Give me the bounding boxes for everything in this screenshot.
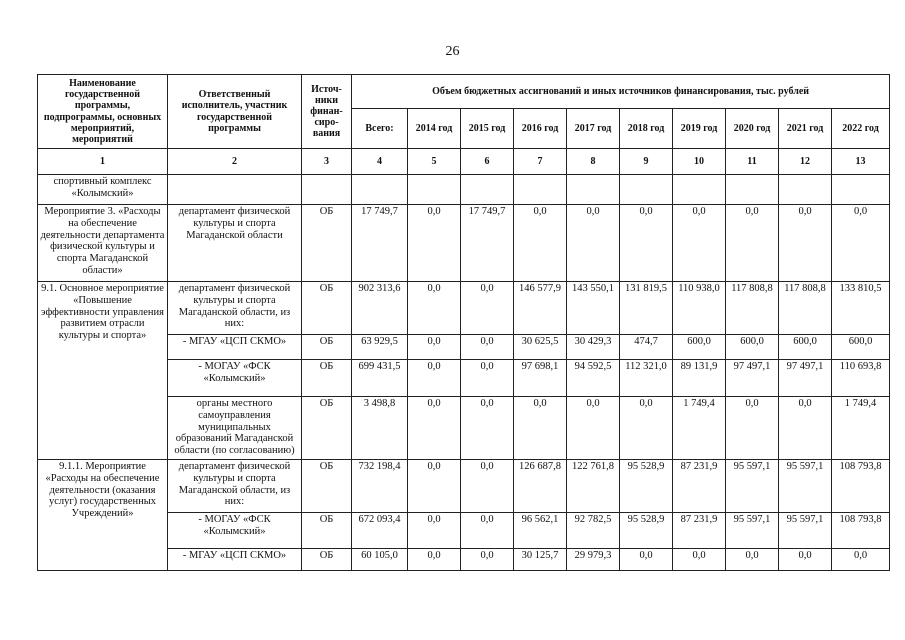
row-executor (168, 175, 302, 205)
header-year: 2019 год (673, 109, 726, 149)
value-cell: 63 929,5 (352, 335, 408, 360)
table-row (38, 282, 890, 335)
value-cell: 92 782,5 (567, 513, 620, 549)
table-row (38, 175, 890, 205)
row-source: ОБ (302, 335, 352, 360)
value-cell: 0,0 (832, 549, 890, 571)
value-cell: 0,0 (461, 460, 514, 513)
header-year: 2022 год (832, 109, 890, 149)
column-number: 13 (832, 149, 890, 175)
header-year: 2014 год (408, 109, 461, 149)
value-cell: 29 979,3 (567, 549, 620, 571)
column-number: 5 (408, 149, 461, 175)
value-cell: 699 431,5 (352, 360, 408, 397)
value-cell: 87 231,9 (673, 513, 726, 549)
value-cell: 0,0 (567, 205, 620, 282)
value-cell: 0,0 (461, 513, 514, 549)
value-cell: 0,0 (620, 549, 673, 571)
row-executor: департамент физической культуры и спорта Магаданской области, из них: (168, 460, 302, 513)
value-cell: 96 562,1 (514, 513, 567, 549)
value-cell: 30 625,5 (514, 335, 567, 360)
value-cell: 474,7 (620, 335, 673, 360)
value-cell: 60 105,0 (352, 549, 408, 571)
row-source: ОБ (302, 549, 352, 571)
value-cell: 0,0 (779, 549, 832, 571)
value-cell: 0,0 (779, 397, 832, 460)
header-year: 2017 год (567, 109, 620, 149)
value-cell: 95 597,1 (779, 460, 832, 513)
column-number: 1 (38, 149, 168, 175)
value-cell: 0,0 (408, 282, 461, 335)
row-source: ОБ (302, 205, 352, 282)
header-executor: Ответственный исполнитель, участник государственной программы (168, 75, 302, 149)
value-cell: 110 693,8 (832, 360, 890, 397)
row-source: ОБ (302, 460, 352, 513)
header-year: 2021 год (779, 109, 832, 149)
value-cell: 87 231,9 (673, 460, 726, 513)
row-source: ОБ (302, 397, 352, 460)
column-number: 4 (352, 149, 408, 175)
column-number: 8 (567, 149, 620, 175)
value-cell: 94 592,5 (567, 360, 620, 397)
value-cell: 108 793,8 (832, 513, 890, 549)
row-executor: - МГАУ «ЦСП СКМО» (168, 335, 302, 360)
value-cell: 0,0 (620, 205, 673, 282)
value-cell: 0,0 (408, 205, 461, 282)
column-number: 10 (673, 149, 726, 175)
value-cell: 117 808,8 (726, 282, 779, 335)
header-year: 2015 год (461, 109, 514, 149)
value-cell: 1 749,4 (673, 397, 726, 460)
value-cell: 95 597,1 (779, 513, 832, 549)
value-cell: 143 550,1 (567, 282, 620, 335)
value-cell: 600,0 (779, 335, 832, 360)
value-cell: 0,0 (408, 549, 461, 571)
row-executor: департамент физической культуры и спорта Магаданской области (168, 205, 302, 282)
row-executor: органы местного самоуправления муниципальных образований Магаданской области (по согласованию) (168, 397, 302, 460)
value-cell: 0,0 (461, 360, 514, 397)
value-cell: 0,0 (461, 335, 514, 360)
value-cell: 97 497,1 (726, 360, 779, 397)
value-cell: 0,0 (514, 205, 567, 282)
value-cell: 89 131,9 (673, 360, 726, 397)
value-cell: 0,0 (408, 460, 461, 513)
value-cell (514, 175, 567, 205)
value-cell: 17 749,7 (461, 205, 514, 282)
table-row (38, 460, 890, 513)
value-cell: 600,0 (832, 335, 890, 360)
value-cell: 0,0 (461, 549, 514, 571)
header-total: Всего: (352, 109, 408, 149)
value-cell (408, 175, 461, 205)
value-cell: 131 819,5 (620, 282, 673, 335)
value-cell: 0,0 (408, 397, 461, 460)
value-cell: 600,0 (673, 335, 726, 360)
value-cell: 126 687,8 (514, 460, 567, 513)
row-executor: - МГАУ «ЦСП СКМО» (168, 549, 302, 571)
row-source (302, 175, 352, 205)
value-cell: 110 938,0 (673, 282, 726, 335)
value-cell: 95 597,1 (726, 460, 779, 513)
value-cell: 0,0 (408, 360, 461, 397)
value-cell: 0,0 (408, 335, 461, 360)
row-executor: - МОГАУ «ФСК «Колымский» (168, 360, 302, 397)
value-cell: 17 749,7 (352, 205, 408, 282)
value-cell: 122 761,8 (567, 460, 620, 513)
value-cell: 0,0 (726, 397, 779, 460)
value-cell: 0,0 (408, 513, 461, 549)
value-cell: 30 429,3 (567, 335, 620, 360)
value-cell: 0,0 (673, 205, 726, 282)
value-cell: 95 597,1 (726, 513, 779, 549)
row-executor: - МОГАУ «ФСК «Колымский» (168, 513, 302, 549)
header-volume: Объем бюджетных ассигнований и иных источников финансирования, тыс. рублей (352, 75, 890, 109)
value-cell: 0,0 (620, 397, 673, 460)
value-cell (461, 175, 514, 205)
column-number: 11 (726, 149, 779, 175)
value-cell: 0,0 (461, 282, 514, 335)
value-cell: 1 749,4 (832, 397, 890, 460)
column-number: 7 (514, 149, 567, 175)
value-cell: 902 313,6 (352, 282, 408, 335)
value-cell: 117 808,8 (779, 282, 832, 335)
value-cell (620, 175, 673, 205)
value-cell: 30 125,7 (514, 549, 567, 571)
value-cell: 108 793,8 (832, 460, 890, 513)
row-name: 9.1.1. Мероприятие «Расходы на обеспечение деятельности (оказания услуг) государственных Учреждений» (38, 460, 168, 571)
column-number: 6 (461, 149, 514, 175)
value-cell: 600,0 (726, 335, 779, 360)
value-cell (673, 175, 726, 205)
column-number: 3 (302, 149, 352, 175)
column-number: 9 (620, 149, 673, 175)
row-executor: департамент физической культуры и спорта Магаданской области, из них: (168, 282, 302, 335)
value-cell: 0,0 (726, 549, 779, 571)
value-cell: 0,0 (726, 205, 779, 282)
row-source: ОБ (302, 513, 352, 549)
value-cell (352, 175, 408, 205)
value-cell: 0,0 (832, 205, 890, 282)
header-name: Наименование государственной программы, подпрограммы, основных мероприятий, мероприятий (38, 75, 168, 149)
header-year: 2020 год (726, 109, 779, 149)
value-cell: 97 497,1 (779, 360, 832, 397)
header-year: 2016 год (514, 109, 567, 149)
header-source: Источ-ники финан-сиро-вания (302, 75, 352, 149)
column-number: 2 (168, 149, 302, 175)
value-cell: 95 528,9 (620, 460, 673, 513)
row-name: Мероприятие 3. «Расходы на обеспечение деятельности департамента физической культуры и спорта Магаданской области» (38, 205, 168, 282)
value-cell: 3 498,8 (352, 397, 408, 460)
budget-table (37, 74, 890, 571)
table-row (38, 205, 890, 282)
value-cell: 146 577,9 (514, 282, 567, 335)
value-cell: 0,0 (514, 397, 567, 460)
row-name: спортивный комплекс «Колымский» (38, 175, 168, 205)
value-cell: 732 198,4 (352, 460, 408, 513)
value-cell: 0,0 (567, 397, 620, 460)
page-number: 26 (445, 44, 460, 59)
value-cell: 0,0 (779, 205, 832, 282)
value-cell (832, 175, 890, 205)
column-number: 12 (779, 149, 832, 175)
value-cell: 672 093,4 (352, 513, 408, 549)
value-cell: 0,0 (461, 397, 514, 460)
row-source: ОБ (302, 282, 352, 335)
value-cell (567, 175, 620, 205)
header-year: 2018 год (620, 109, 673, 149)
value-cell: 95 528,9 (620, 513, 673, 549)
row-name: 9.1. Основное мероприятие «Повышение эффективности управления развитием отрасли культуры и спорта» (38, 282, 168, 460)
value-cell: 112 321,0 (620, 360, 673, 397)
value-cell: 97 698,1 (514, 360, 567, 397)
value-cell: 133 810,5 (832, 282, 890, 335)
value-cell (779, 175, 832, 205)
value-cell (726, 175, 779, 205)
row-source: ОБ (302, 360, 352, 397)
value-cell: 0,0 (673, 549, 726, 571)
